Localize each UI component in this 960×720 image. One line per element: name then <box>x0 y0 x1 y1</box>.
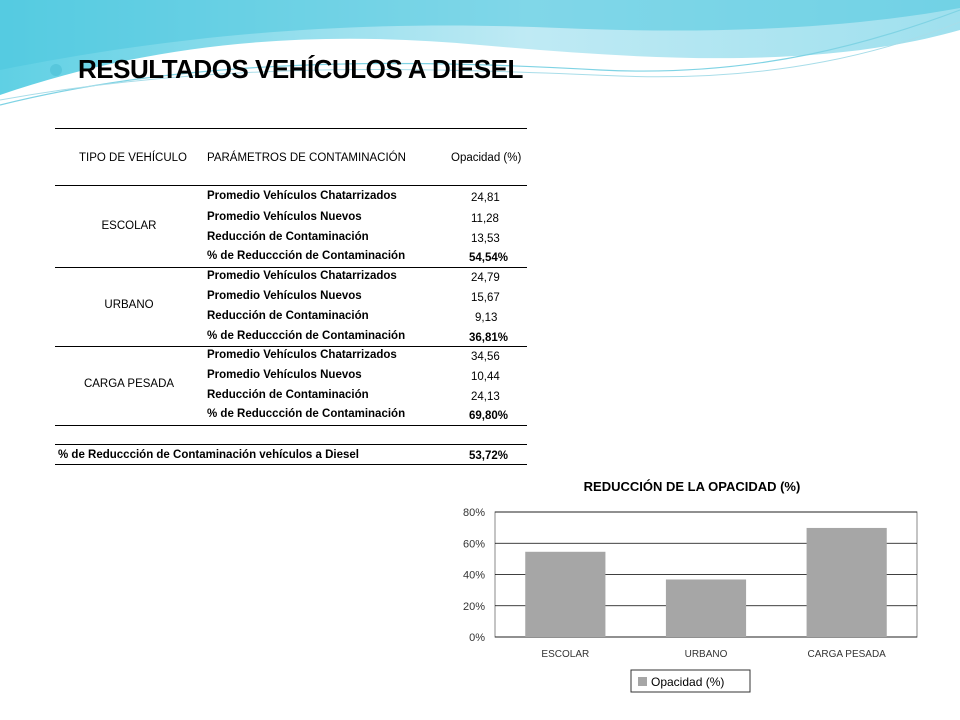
bar <box>525 552 605 637</box>
bar <box>666 579 746 637</box>
value-cell: 24,81 <box>471 192 500 204</box>
title-bullet-icon <box>50 64 62 76</box>
vehicle-escolar: ESCOLAR <box>101 220 157 232</box>
value-cell: 15,67 <box>471 292 500 304</box>
value-cell: 34,56 <box>471 351 500 363</box>
param-cell: Promedio Vehículos Nuevos <box>207 211 362 223</box>
y-tick-label: 60% <box>462 538 485 551</box>
header-vehicle-type: TIPO DE VEHÍCULO <box>79 152 187 164</box>
param-cell: Promedio Vehículos Chatarrizados <box>207 190 397 202</box>
summary-label: % de Reduccción de Contaminación vehículos a Diesel <box>58 449 359 461</box>
summary-value: 53,72% <box>469 450 509 462</box>
y-tick-label: 20% <box>462 600 485 613</box>
x-tick-label: CARGA PESADA <box>807 649 886 660</box>
chart-title: REDUCCIÓN DE LA OPACIDAD (%) <box>583 479 801 494</box>
x-tick-label: ESCOLAR <box>541 649 590 660</box>
value-cell: 13,53 <box>471 233 500 245</box>
header-opacity: Opacidad (%) <box>451 152 522 164</box>
value-cell: 11,28 <box>471 213 499 225</box>
value-cell: 24,79 <box>471 272 500 284</box>
y-tick-label: 0% <box>469 632 485 644</box>
header-parameters: PARÁMETROS DE CONTAMINACIÓN <box>207 152 406 164</box>
value-cell: 9,13 <box>475 312 498 324</box>
param-cell: % de Reduccción de Contaminación <box>207 408 406 420</box>
opacity-reduction-chart <box>440 470 940 710</box>
param-cell: Promedio Vehículos Chatarrizados <box>207 349 397 361</box>
param-cell: Reducción de Contaminación <box>207 310 369 322</box>
slide-title: RESULTADOS VEHÍCULOS A DIESEL <box>78 54 523 84</box>
legend-swatch <box>638 677 647 686</box>
value-cell: 54,54% <box>469 252 509 264</box>
param-cell: Promedio Vehículos Nuevos <box>207 290 362 302</box>
value-cell: 36,81% <box>469 332 509 344</box>
value-cell: 24,13 <box>471 391 500 403</box>
vehicle-carga-pesada: CARGA PESADA <box>83 378 175 390</box>
bar <box>807 528 887 637</box>
x-tick-label: URBANO <box>684 649 728 660</box>
param-cell: % de Reduccción de Contaminación <box>207 250 406 262</box>
value-cell: 69,80% <box>469 410 509 422</box>
param-cell: Reducción de Contaminación <box>207 389 369 401</box>
value-cell: 10,44 <box>471 371 500 383</box>
legend-label: Opacidad (%) <box>651 675 725 689</box>
param-cell: Promedio Vehículos Nuevos <box>207 369 362 381</box>
param-cell: % de Reduccción de Contaminación <box>207 330 406 342</box>
vehicle-urbano: URBANO <box>104 299 154 311</box>
param-cell: Promedio Vehículos Chatarrizados <box>207 270 397 282</box>
y-tick-label: 40% <box>462 569 485 582</box>
y-tick-label: 80% <box>462 507 485 519</box>
param-cell: Reducción de Contaminación <box>207 231 369 243</box>
